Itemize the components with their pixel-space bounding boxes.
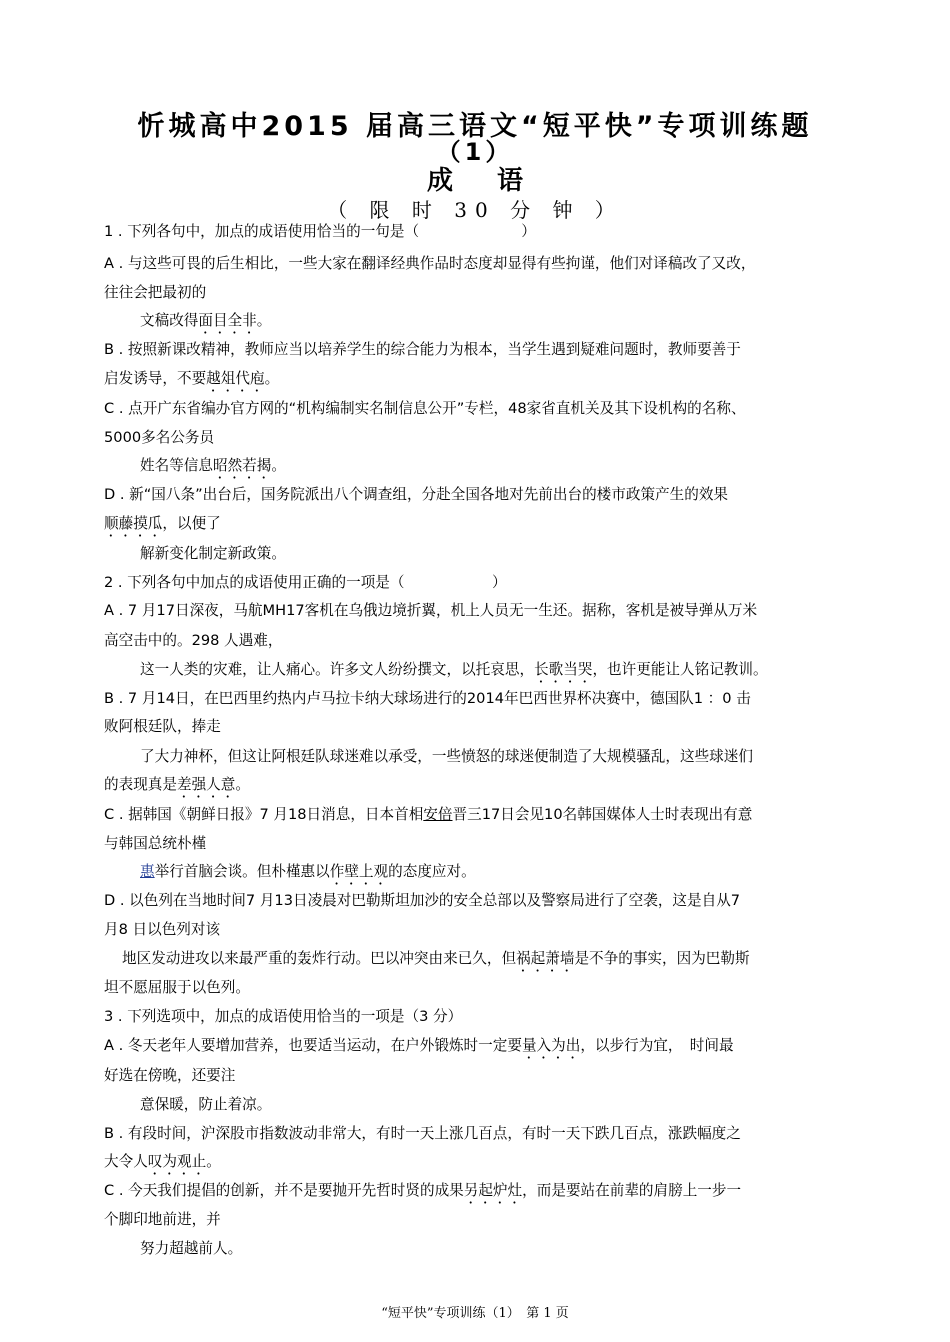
- q2-option-c: C . 据韩国《朝鲜日报》7 月18日消息，日本首相安倍晋三17日会见10名韩国媒体人士时表现出有意: [104, 806, 753, 823]
- q2-option-b-cont3: 的表现真是差强人意。: [104, 776, 250, 793]
- q1-option-a-cont: 往往会把最初的: [104, 284, 207, 301]
- underlined-name: 安倍: [423, 806, 453, 823]
- dotted-idiom: 差强人意: [176, 776, 236, 793]
- dotted-idiom: 昭然若揭: [212, 457, 272, 474]
- dotted-idiom: 越俎代庖: [206, 370, 265, 387]
- dotted-idiom: 祸起萧墙: [516, 950, 575, 967]
- q2-option-b-cont2: 了大力神杯，但这让阿根廷队球迷难以承受，一些愤怒的球迷便制造了大规模骚乱，这些球迷们: [140, 748, 753, 765]
- q2-option-a-cont2: 这一人类的灾难，让人痛心。许多文人纷纷撰文，以托哀思，长歌当哭，也许更能让人铭记教训。: [140, 661, 768, 678]
- q1-stem: 1 . 下列各句中，加点的成语使用恰当的一句是（ ）: [104, 223, 536, 240]
- dotted-idiom: 顺藤摸瓜: [104, 515, 163, 532]
- q1-option-d-cont: 顺藤摸瓜，以便了: [104, 515, 221, 532]
- q2-option-d-cont3: 坦不愿屈服于以色列。: [104, 979, 250, 996]
- title-number: （1）: [436, 138, 514, 166]
- q1-option-d: D . 新“国八条”出台后，国务院派出八个调查组，分赴全国各地对先前出台的楼市政策产生的效果: [104, 486, 729, 503]
- q1-option-b-cont: 启发诱导，不要越俎代庖。: [104, 370, 280, 387]
- q1-option-c: C . 点开广东省编办官方网的“机构编制实名制信息公开”专栏，48家省直机关及其下设机构的名称、: [104, 400, 746, 417]
- q1-option-c-cont2: 姓名等信息昭然若揭。: [140, 457, 286, 474]
- q3-option-c-cont: 个脚印地前进，并: [104, 1211, 221, 1228]
- q3-option-a: A . 冬天老年人要增加营养，也要适当运动，在户外锻炼时一定要量入为出，以步行为宜， 时间最: [104, 1037, 734, 1054]
- q1-option-d-cont2: 解新变化制定新政策。: [140, 545, 286, 562]
- q3-option-c-cont2: 努力超越前人。: [140, 1240, 243, 1257]
- page-footer: “短平快”专项训练（1） 第 1 页: [381, 1306, 569, 1321]
- time-limit: （ 限 时 30 分 钟 ）: [327, 198, 623, 222]
- q3-stem: 3 . 下列选项中，加点的成语使用恰当的一项是（3 分）: [104, 1008, 463, 1025]
- dotted-idiom: 长歌当哭: [534, 661, 593, 678]
- q2-stem: 2 . 下列各句中加点的成语使用正确的一项是（ ）: [104, 574, 507, 591]
- q2-option-a: A . 7 月17日深夜，马航MH17客机在乌俄边境折翼，机上人员无一生还。据称，客机是被导弹从万米: [104, 602, 758, 619]
- q2-option-d: D . 以色列在当地时间7 月13日凌晨对巴勒斯坦加沙的安全总部以及警察局进行了空袭，这是自从7: [104, 892, 741, 909]
- dotted-idiom: 叹为观止: [147, 1153, 207, 1170]
- dotted-idiom: 量入为出: [521, 1037, 581, 1054]
- page-title: 忻城高中2015 届高三语文“短平快”专项训练题: [137, 111, 813, 142]
- q1-option-a: A . 与这些可畏的后生相比，一些大家在翻译经典作品时态度却显得有些拘谨，他们对译稿改了又改，: [104, 255, 756, 272]
- q2-option-a-cont: 高空击中的。298 人遇难，: [104, 632, 283, 649]
- q1-option-b: B . 按照新课改精神，教师应当以培养学生的综合能力为根本，当学生遇到疑难问题时，教师要善于: [104, 341, 741, 358]
- dotted-idiom: 作壁上观: [329, 863, 389, 880]
- underlined-name: 惠: [140, 863, 155, 880]
- q3-option-a-cont: 好选在傍晚，还要注: [104, 1067, 236, 1084]
- dotted-idiom: 面目全非: [198, 312, 257, 329]
- q2-option-c-cont2: 惠举行首脑会谈。但朴槿惠以作壁上观的态度应对。: [140, 863, 476, 880]
- q2-option-b-cont: 败阿根廷队，捧走: [104, 718, 221, 735]
- q3-option-a-cont2: 意保暖，防止着凉。: [140, 1096, 272, 1113]
- q2-option-b: B . 7 月14日，在巴西里约热内卢马拉卡纳大球场进行的2014年巴西世界杯决赛中，德国队1 ：0 击: [104, 690, 751, 707]
- q2-option-d-cont: 月8 日以色列对该: [104, 921, 221, 938]
- q3-option-b-cont: 大令人叹为观止。: [104, 1153, 221, 1170]
- subject-heading: 成 语: [426, 166, 524, 196]
- q1-option-c-cont: 5000多名公务员: [104, 429, 215, 446]
- q1-option-a-cont2: 文稿改得面目全非。: [140, 312, 272, 329]
- q2-option-d-cont2: 地区发动进攻以来最严重的轰炸行动。巴以冲突由来已久，但祸起萧墙是不争的事实，因为巴勒斯: [122, 950, 750, 967]
- dotted-idiom: 另起炉灶: [463, 1182, 523, 1199]
- q3-option-b: B . 有段时间，沪深股市指数波动非常大，有时一天上涨几百点，有时一天下跌几百点，涨跌幅度之: [104, 1125, 741, 1142]
- q3-option-c: C . 今天我们提倡的创新，并不是要抛开先哲时贤的成果另起炉灶，而是要站在前辈的肩膀上一步一: [104, 1182, 742, 1199]
- q2-option-c-cont: 与韩国总统朴槿: [104, 835, 207, 852]
